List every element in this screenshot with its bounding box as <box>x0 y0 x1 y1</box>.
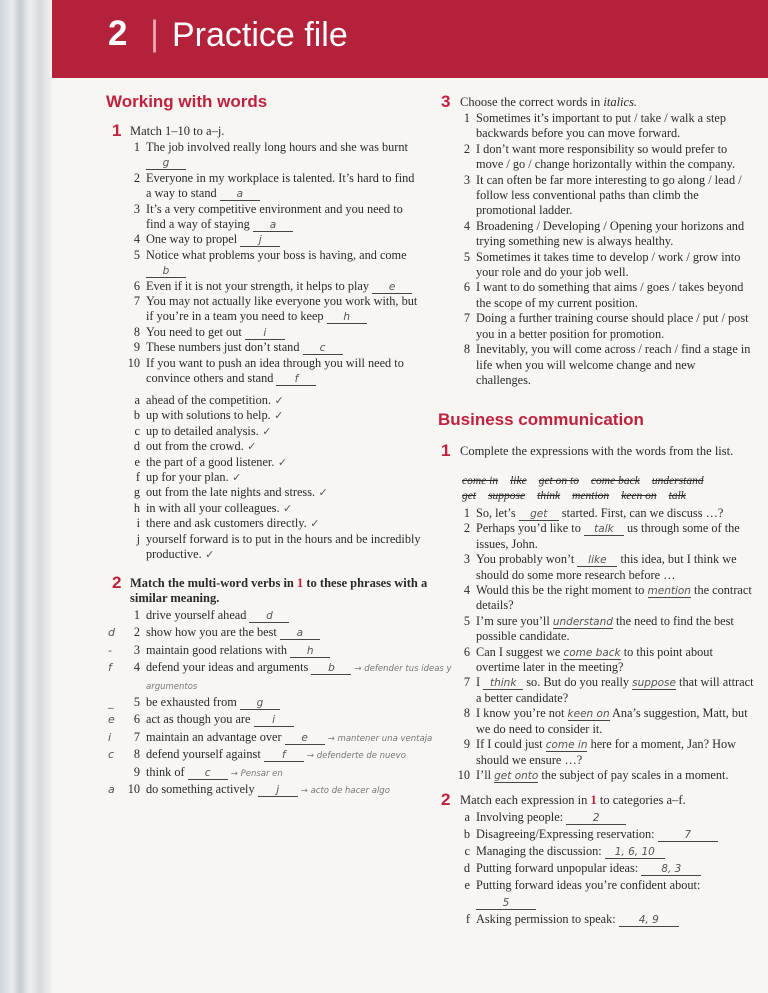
handwritten-answer: i <box>245 327 285 340</box>
item-text: Would this be the right moment to <box>476 583 645 598</box>
word-list-row-1 <box>462 474 716 489</box>
list-item <box>452 173 752 219</box>
handwritten-note: → acto de hacer algo <box>300 786 390 797</box>
item-number: 3 <box>463 172 470 187</box>
item-text: the contract details? <box>476 583 752 613</box>
handwritten-answer: mention <box>647 585 691 598</box>
list-item <box>122 140 422 171</box>
item-text: You need to get out <box>146 324 242 339</box>
list-item <box>122 171 422 202</box>
handwritten-answer: h <box>290 645 330 658</box>
handwritten-note: → defender tus ideas y argumentos <box>146 664 452 692</box>
item-text: so. But do you really <box>526 675 630 690</box>
list-item <box>452 614 757 645</box>
item-text: If you want to push an idea through you will need to convince others and stand <box>146 355 404 386</box>
item-number: 9 <box>133 340 140 355</box>
item-text: be exhausted from <box>146 695 237 710</box>
business-communication-1-list <box>452 506 757 783</box>
handwritten-answer: get onto <box>494 769 539 782</box>
item-text: do something actively <box>146 782 255 797</box>
handwritten-answer: get <box>519 508 559 521</box>
handwritten-answer: f <box>276 373 316 386</box>
exercise-instruction: Match the multi-word verbs in 1 to these phrases with a similar meaning. <box>130 576 428 605</box>
item-number: 7 <box>133 294 140 309</box>
item-number: 7 <box>463 311 470 326</box>
list-item <box>452 911 752 928</box>
exercise-number: 2 <box>112 573 122 592</box>
item-text: maintain an advantage over <box>146 729 282 744</box>
item-number: 6 <box>133 278 140 293</box>
list-item <box>452 250 752 281</box>
handwritten-answer: keen on <box>567 708 610 721</box>
check-mark-icon: ✓ <box>279 501 293 515</box>
item-number: 10 <box>127 355 140 370</box>
item-number: 3 <box>133 642 140 657</box>
item-text: defend yourself against <box>146 747 261 762</box>
option-item <box>122 532 422 563</box>
option-letter: b <box>133 408 140 423</box>
handwritten-answer: g <box>146 157 186 170</box>
option-letter: h <box>133 500 140 515</box>
option-item <box>122 408 422 423</box>
item-number: 8 <box>133 324 140 339</box>
header-divider: | <box>150 14 160 53</box>
option-letter: j <box>136 531 140 546</box>
item-text: Broadening / Developing / Opening your horizons and trying something new is always healthy. <box>476 218 745 249</box>
item-text: Can I suggest we <box>476 644 561 659</box>
list-item <box>452 219 752 250</box>
handwritten-answer: e <box>372 281 412 294</box>
check-mark-icon: ✓ <box>274 455 288 469</box>
item-text: Even if it is not your strength, it helps to play <box>146 278 370 293</box>
item-text: I’m sure you’ll <box>476 613 550 628</box>
check-mark-icon: ✓ <box>315 486 328 500</box>
exercise-3-list <box>452 111 752 388</box>
exercise-instruction: Complete the expressions with the words from the list. <box>460 444 734 458</box>
item-text: One way to propel <box>146 232 238 247</box>
book-spine <box>0 0 52 993</box>
list-item <box>452 675 757 706</box>
item-number: 5 <box>133 695 140 710</box>
option-item <box>122 501 422 516</box>
handwritten-answer: a <box>220 188 260 201</box>
handwritten-answer: talk <box>584 523 624 536</box>
handwritten-note: → defenderte de nuevo <box>306 751 406 762</box>
handwritten-answer: b <box>146 265 186 278</box>
item-number: 8 <box>133 747 140 762</box>
item-letter: d <box>463 861 470 875</box>
exercise-instruction: Match each expression in 1 to categories a–f. <box>460 793 686 807</box>
item-text: I want to do something that aims / goes / takes beyond the scope of my current position. <box>476 280 744 310</box>
handwritten-answer: c <box>303 342 343 355</box>
item-letter: b <box>463 827 470 841</box>
option-item <box>122 516 422 531</box>
list-item <box>452 521 757 552</box>
handwritten-answer: 8, 3 <box>641 863 701 876</box>
item-number: 1 <box>133 140 140 154</box>
item-number: 9 <box>133 764 140 779</box>
item-text: Putting forward unpopular ideas: <box>476 861 639 875</box>
list-item <box>452 768 757 783</box>
check-mark-icon: ✓ <box>243 440 257 454</box>
handwritten-answer: 5 <box>476 897 536 910</box>
list-item <box>452 142 752 173</box>
word-list-word: keen on <box>621 490 657 502</box>
item-text: this idea, but I think we should do some more research before … <box>476 552 737 582</box>
item-text: us through some of the issues, John. <box>476 521 740 551</box>
item-text: Inevitably, you will come across / reach / find a stage in life when you will welcome change and new challenges. <box>476 342 751 387</box>
item-text: I know you’re not <box>476 706 565 721</box>
handwritten-answer: understand <box>552 615 613 628</box>
item-text: the need to find the best possible candidate. <box>476 613 734 644</box>
option-text: yourself forward is to put in the hours and be incredibly productive. <box>146 531 421 562</box>
margin-mark: _ <box>108 696 114 710</box>
item-number: 4 <box>463 218 470 233</box>
list-item <box>452 645 757 676</box>
option-letter: g <box>133 485 140 500</box>
exercise-instruction: Match 1–10 to a–j. <box>130 124 225 138</box>
handwritten-answer: f <box>264 749 304 762</box>
word-list-row-2 <box>462 489 698 504</box>
option-item <box>122 485 422 500</box>
handwritten-answer: think <box>483 677 523 690</box>
option-text: up for your plan. <box>146 470 229 485</box>
list-item <box>108 660 452 695</box>
list-item <box>122 608 452 625</box>
item-text: here for a moment, Jan? How should we ensure …? <box>476 737 737 767</box>
option-letter: i <box>136 516 140 531</box>
item-text: Sometimes it’s important to put / take / walk a step backwards before you can move forward. <box>476 111 727 141</box>
item-text: Perhaps you’d like to <box>476 521 581 536</box>
handwritten-answer: 1, 6, 10 <box>605 846 665 859</box>
handwritten-answer: j <box>258 784 298 797</box>
margin-mark: c <box>108 748 115 762</box>
page-title: Practice file <box>172 16 348 54</box>
exercise-number: 1 <box>441 441 451 460</box>
list-item <box>452 737 757 768</box>
handwritten-answer: 7 <box>658 829 718 842</box>
item-text: It can often be far more interesting to go along / lead / follow less conventional paths than climb the promotional ladder. <box>476 172 742 218</box>
exercise-2-list <box>108 608 452 799</box>
item-number: 6 <box>463 644 470 659</box>
list-item <box>122 340 422 355</box>
item-number: 4 <box>133 660 140 675</box>
margin-mark: i <box>108 730 112 744</box>
option-text: there and ask customers directly. <box>146 516 307 531</box>
item-text: The job involved really long hours and she was burnt <box>146 140 408 154</box>
list-item <box>122 248 422 279</box>
handwritten-answer: e <box>285 732 325 745</box>
item-number: 2 <box>133 625 140 640</box>
list-item <box>452 877 752 911</box>
handwritten-answer: i <box>254 714 294 727</box>
item-number: 5 <box>463 613 470 628</box>
option-text: in with all your colleagues. <box>146 500 280 515</box>
item-text: I don’t want more responsibility so would prefer to move / go / change horizontally within the company. <box>476 141 736 172</box>
list-item <box>108 747 452 764</box>
check-mark-icon: ✓ <box>258 424 272 438</box>
check-mark-icon: ✓ <box>228 471 242 485</box>
list-item <box>452 583 757 614</box>
option-item <box>122 424 422 439</box>
list-item <box>122 202 422 233</box>
item-letter: a <box>464 810 470 824</box>
option-text: out from the late nights and stress. <box>146 485 316 500</box>
handwritten-answer: b <box>311 662 351 675</box>
item-text: Ana’s suggestion, Matt, but we do need to consider it. <box>476 706 748 736</box>
option-text: up with solutions to help. <box>146 408 271 423</box>
item-number: 3 <box>133 201 140 216</box>
section-title-working-with-words: Working with words <box>106 92 268 111</box>
item-text: to this point about overtime later in the meeting? <box>476 644 713 675</box>
list-item <box>108 625 452 642</box>
item-number: 6 <box>463 280 470 295</box>
item-text: So, let’s <box>476 506 516 520</box>
handwritten-answer: g <box>240 697 280 710</box>
list-item <box>108 695 452 712</box>
option-letter: f <box>135 470 140 485</box>
list-item <box>452 311 752 342</box>
list-item <box>452 843 752 860</box>
margin-mark: f <box>108 661 112 675</box>
item-number: 4 <box>463 583 470 598</box>
margin-mark: d <box>108 626 115 640</box>
exercise-1-list <box>122 140 422 387</box>
margin-mark: e <box>108 713 115 727</box>
list-item <box>452 809 752 826</box>
list-item <box>452 280 752 311</box>
item-text: Doing a further training course should place / put / post you in a better position for promotion. <box>476 311 749 341</box>
item-text: maintain good relations with <box>146 642 288 657</box>
option-letter: a <box>134 393 140 407</box>
item-number: 8 <box>463 706 470 721</box>
item-number: 5 <box>133 247 140 262</box>
word-list-word: mention <box>572 490 610 502</box>
option-letter: c <box>134 423 140 438</box>
exercise-number: 1 <box>112 121 122 140</box>
option-item <box>122 470 422 485</box>
list-item <box>108 782 452 799</box>
item-text: I <box>476 675 481 690</box>
margin-mark: a <box>108 783 115 797</box>
item-text: the subject of pay scales in a moment. <box>541 767 729 782</box>
item-text: Involving people: <box>476 810 564 824</box>
item-text: started. First, can we discuss …? <box>561 506 724 520</box>
item-text: It’s a very competitive environment and you need to find a way of staying <box>146 201 403 232</box>
handwritten-answer: 4, 9 <box>619 914 679 927</box>
item-text: If I could just <box>476 737 543 752</box>
item-text: Sometimes it takes time to develop / work / grow into your role and do your job well. <box>476 249 741 280</box>
item-number: 1 <box>463 506 470 520</box>
handwritten-note: → Pensar en <box>230 768 283 779</box>
unit-number: 2 <box>108 14 128 53</box>
exercise-number: 2 <box>441 790 451 809</box>
handwritten-answer: like <box>577 554 617 567</box>
list-item <box>452 552 757 583</box>
item-text: drive yourself ahead <box>146 608 247 622</box>
list-item <box>452 706 757 737</box>
exercise-1-options <box>122 393 422 562</box>
item-number: 2 <box>463 141 470 156</box>
item-number: 2 <box>463 521 470 536</box>
item-text: defend your ideas and arguments <box>146 660 309 675</box>
handwritten-note: → mantener una ventaja <box>327 733 433 744</box>
list-item <box>452 826 752 843</box>
word-list-word: think <box>537 490 561 502</box>
section-title-business-communication: Business communication <box>438 410 644 429</box>
handwritten-answer: h <box>327 311 367 324</box>
list-item <box>452 506 757 521</box>
option-text: the part of a good listener. <box>146 454 275 469</box>
item-text: Managing the discussion: <box>476 844 602 858</box>
item-letter: e <box>464 878 470 892</box>
option-item <box>122 393 422 408</box>
item-number: 10 <box>127 782 140 797</box>
option-letter: e <box>134 454 140 469</box>
word-list-word: talk <box>668 490 686 502</box>
list-item <box>122 279 422 294</box>
item-text: Notice what problems your boss is having, and come <box>146 247 407 262</box>
handwritten-answer: 2 <box>566 812 626 825</box>
list-item <box>122 325 422 340</box>
handwritten-answer: come in <box>545 739 588 752</box>
word-list-word: like <box>510 475 527 487</box>
list-item <box>108 712 452 729</box>
item-text: You probably won’t <box>476 552 575 567</box>
word-list-word: get on to <box>538 475 579 487</box>
word-list-word: get <box>462 490 477 502</box>
item-number: 2 <box>133 170 140 185</box>
list-item <box>108 729 452 747</box>
check-mark-icon: ✓ <box>201 548 215 562</box>
item-text: that will attract a better candidate? <box>476 675 754 705</box>
item-number: 5 <box>463 249 470 264</box>
exercise-number: 3 <box>441 92 451 111</box>
item-number: 10 <box>457 767 470 782</box>
exercise-instruction: Choose the correct words in italics. <box>460 95 638 109</box>
item-number: 1 <box>133 608 140 622</box>
list-item <box>122 356 422 387</box>
handwritten-answer: d <box>249 610 289 623</box>
check-mark-icon: ✓ <box>306 517 320 531</box>
item-text: Putting forward ideas you’re confident about: <box>476 878 701 892</box>
handwritten-answer: c <box>188 767 228 780</box>
item-number: 8 <box>463 342 470 357</box>
item-letter: f <box>465 912 470 926</box>
item-text: act as though you are <box>146 712 251 727</box>
handwritten-answer: a <box>253 219 293 232</box>
item-number: 9 <box>463 737 470 752</box>
item-text: I’ll <box>476 767 492 782</box>
item-text: These numbers just don’t stand <box>146 340 300 355</box>
item-text: You may not actually like everyone you work with, but if you’re in a team you need to keep <box>146 294 418 324</box>
item-text: Everyone in my workplace is talented. It’s hard to find a way to stand <box>146 170 415 201</box>
item-number: 6 <box>133 712 140 727</box>
list-item <box>122 765 452 782</box>
check-mark-icon: ✓ <box>270 409 284 423</box>
list-item <box>452 342 752 388</box>
handwritten-answer: j <box>240 234 280 247</box>
item-text: show how you are the best <box>146 625 277 640</box>
item-number: 1 <box>463 111 470 125</box>
business-communication-2-list <box>452 809 752 928</box>
word-list-word: suppose <box>488 490 526 502</box>
list-item <box>122 232 422 247</box>
option-item <box>122 455 422 470</box>
list-item <box>452 860 752 877</box>
item-number: 7 <box>463 675 470 690</box>
word-list-word: come in <box>462 475 499 487</box>
list-item <box>108 642 452 660</box>
word-list-word: understand <box>651 475 704 487</box>
option-letter: d <box>133 439 140 454</box>
check-mark-icon: ✓ <box>270 394 284 407</box>
option-item <box>122 439 422 454</box>
item-number: 3 <box>463 552 470 567</box>
item-number: 7 <box>133 729 140 744</box>
handwritten-answer: suppose <box>632 677 676 690</box>
option-text: ahead of the competition. <box>146 393 271 407</box>
item-text: think of <box>146 764 185 779</box>
option-text: out from the crowd. <box>146 439 244 454</box>
item-text: Asking permission to speak: <box>476 912 616 926</box>
item-letter: c <box>464 844 470 858</box>
option-text: up to detailed analysis. <box>146 423 259 438</box>
list-item <box>452 111 752 142</box>
item-text: Disagreeing/Expressing reservation: <box>476 827 655 841</box>
word-list-word: come back <box>590 475 640 487</box>
handwritten-answer: come back <box>563 646 621 659</box>
handwritten-answer: a <box>280 627 320 640</box>
margin-mark: - <box>108 643 112 657</box>
item-number: 4 <box>133 232 140 247</box>
list-item <box>122 294 422 325</box>
page-header <box>52 0 768 78</box>
